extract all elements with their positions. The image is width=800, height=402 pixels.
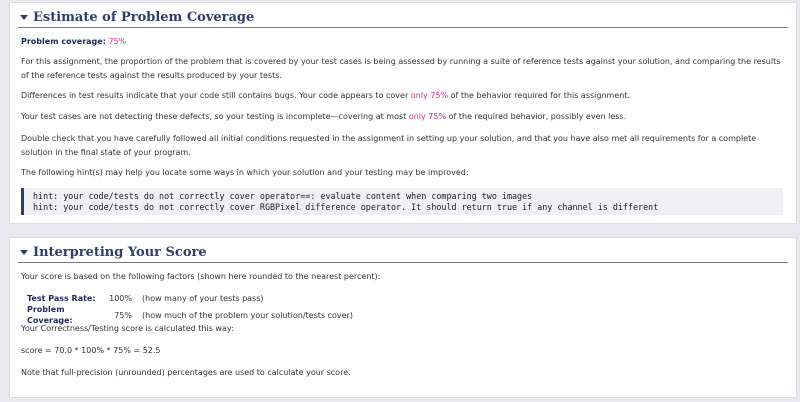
coverage-paragraph-5: The following hint(s) may help you locate some ways in which your solution and your testing may be improved: (21, 168, 469, 177)
score-section-header[interactable] (18, 242, 788, 263)
coverage-paragraph-3 (21, 110, 784, 124)
coverage-section-title: Estimate of Problem Coverage (33, 9, 255, 25)
score-calc-intro: Your Correctness/Testing score is calculated this way: (21, 324, 234, 333)
score-note: Note that full-precision (unrounded) percentages are used to calculate your score. (21, 368, 351, 377)
para2-highlight: only 75% (410, 91, 449, 100)
para3-text-post: of the required behavior, possibly even less. (446, 112, 627, 121)
score-formula: score = 70.0 * 100% * 75% = 52.5 (21, 346, 161, 355)
factor-value: 100% (109, 294, 132, 303)
para2-text-post: of the behavior required for this assignment. (448, 91, 630, 100)
collapse-triangle-icon[interactable] (20, 250, 28, 255)
coverage-value: 75% (108, 37, 127, 46)
score-panel (9, 237, 797, 398)
factor-desc: (how many of your tests pass) (142, 294, 264, 303)
coverage-paragraph-2 (21, 89, 784, 103)
score-section-title: Interpreting Your Score (33, 244, 207, 260)
factor-name: Problem Coverage: (27, 305, 73, 325)
coverage-label: Problem coverage: (21, 37, 106, 46)
score-intro: Your score is based on the following factors (shown here rounded to the nearest percent): (21, 272, 381, 281)
coverage-paragraph-1: For this assignment, the proportion of the problem that is covered by your test cases is being assessed by running a suite of reference tests against your solution, and comparing the results of the reference tests against the results produced by your tests. (21, 57, 781, 80)
factor-desc: (how much of the problem your solution/tests cover) (142, 310, 353, 320)
para3-text-pre: Your test cases are not detecting these defects, so your testing is incomplete—covering at most (21, 112, 409, 121)
coverage-paragraph-4: Double check that you have carefully followed all initial conditions requested in the assignment in setting up your solution, and that you have also met all requirements for a complete solution in the final state of your program. (21, 134, 757, 157)
factor-row-test-pass-rate (27, 293, 353, 304)
collapse-triangle-icon[interactable] (20, 15, 28, 20)
hint-line: hint: your code/tests do not correctly cover RGBPixel difference operator. It should return true if any channel is different (33, 201, 659, 212)
hint-line: hint: your code/tests do not correctly cover operator==: evaluate content when comparing two images (33, 191, 533, 201)
para2-text-pre: Differences in test results indicate that your code still contains bugs. Your code appears to cover (21, 91, 411, 100)
hints-block (21, 188, 783, 215)
para3-highlight: only 75% (408, 112, 447, 121)
factor-name: Test Pass Rate: (27, 294, 96, 303)
coverage-section-header[interactable] (18, 7, 788, 28)
coverage-summary (21, 35, 784, 49)
coverage-panel (9, 2, 797, 224)
factor-value: 75% (114, 310, 132, 320)
